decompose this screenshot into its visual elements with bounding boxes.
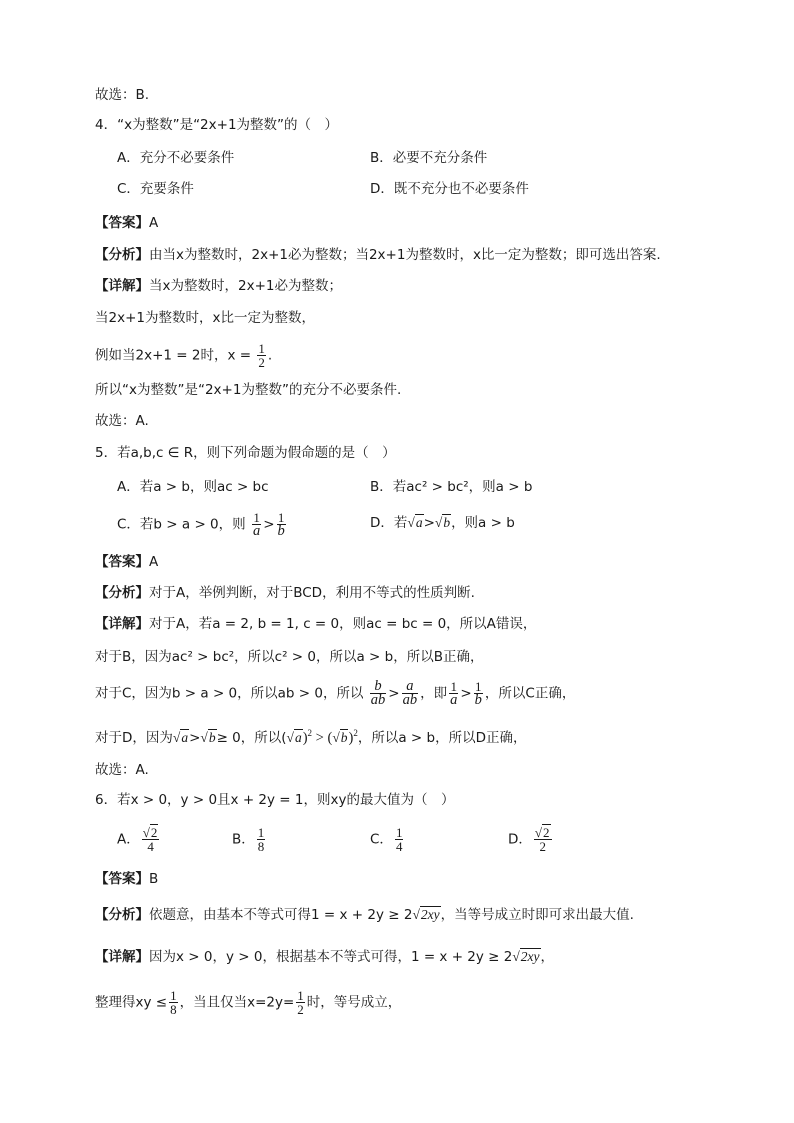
radicand: a xyxy=(181,729,189,745)
prev-conclusion xyxy=(95,85,149,105)
q6-option-b xyxy=(232,826,267,853)
q5-analysis xyxy=(95,583,475,603)
q5-end xyxy=(95,760,149,780)
q5-detail-3-text: 对于C，因为b > a > 0，所以ab > 0，所以 xyxy=(95,685,364,702)
q4-option-a xyxy=(117,148,234,168)
q6-detail-2-text: 整理得xy ≤ xyxy=(95,994,168,1011)
radicand: 2xy xyxy=(420,907,440,922)
fraction xyxy=(296,989,305,1016)
fraction xyxy=(534,826,552,853)
numerator: 1 xyxy=(257,825,265,840)
q6-option-d xyxy=(508,826,554,853)
answer-tag: 【答案】 xyxy=(95,215,149,231)
q5-analysis-text: 对于A，举例判断，对于BCD，利用不等式的性质判断. xyxy=(149,585,475,601)
denominator: ab xyxy=(370,692,386,708)
numerator: a xyxy=(402,680,419,694)
squared-close: )$^2$ xyxy=(348,728,358,746)
q5-detail-3-tail: ，所以C正确， xyxy=(484,685,576,702)
detail-tag: 【详解】 xyxy=(95,616,149,632)
q5-detail-3 xyxy=(95,680,575,707)
denominator: 8 xyxy=(257,839,265,854)
option-label: B． xyxy=(232,831,255,848)
q6-option-a xyxy=(117,826,161,853)
connector: ≥ 0，所以( xyxy=(216,729,287,746)
radicand: b xyxy=(340,729,348,745)
q5-detail-1 xyxy=(95,614,536,634)
denominator: 2 xyxy=(297,1002,304,1017)
q6-stem-text: 6．若x > 0，y > 0且x + 2y = 1，则xy的最大值为（ ） xyxy=(95,792,455,808)
operator: > xyxy=(189,729,201,746)
operator: > xyxy=(423,515,435,531)
numerator: 1 xyxy=(297,988,304,1003)
q4-detail-4-text: 所以“x为整数”是“2x+1为整数”的充分不必要条件. xyxy=(95,382,402,398)
numerator: 1 xyxy=(277,510,285,525)
answer-tag: 【答案】 xyxy=(95,554,149,570)
fraction xyxy=(370,680,387,707)
numerator: 1 xyxy=(450,679,457,694)
q6-analysis-text: 依题意，由基本不等式可得1 = x + 2y ≥ 2 xyxy=(149,907,413,923)
q4-analysis xyxy=(95,245,661,265)
q5-option-b-text: B．若ac² > bc²，则a > b xyxy=(370,479,533,495)
q5-detail-4-tail: ，所以a > b，所以D正确， xyxy=(357,729,527,746)
denominator: 4 xyxy=(147,839,154,854)
q6-detail-1 xyxy=(95,947,554,967)
denominator: a xyxy=(450,692,458,708)
q4-detail-1 xyxy=(95,276,342,296)
connector: ，即 xyxy=(420,685,448,702)
radicand: b xyxy=(208,729,216,745)
fraction xyxy=(169,989,178,1016)
detail-tag: 【详解】 xyxy=(95,949,149,965)
q6-answer-value: B xyxy=(149,871,159,887)
q6-answer xyxy=(95,869,158,889)
answer-tag: 【答案】 xyxy=(95,871,149,887)
q5-stem-text: 5．若a,b,c ∈ R，则下列命题为假命题的是（ ） xyxy=(95,445,396,461)
q6-analysis-tail: ，当等号成立时即可求出最大值. xyxy=(440,907,634,923)
q5-end-text: 故选：A. xyxy=(95,762,149,778)
numerator: 1 xyxy=(170,988,177,1003)
detail-tag: 【详解】 xyxy=(95,278,149,294)
q5-detail-1-text: 对于A，若a = 2, b = 1, c = 0，则ac = bc = 0，所以A错误， xyxy=(149,616,537,632)
sqrt: √a xyxy=(407,515,423,530)
numerator: 1 xyxy=(258,341,265,356)
fraction xyxy=(474,680,483,707)
q4-option-d-text: D．既不充分也不必要条件 xyxy=(370,181,529,197)
q5-option-d xyxy=(370,513,515,533)
q4-detail-2 xyxy=(95,308,315,328)
denominator: a xyxy=(252,523,261,539)
q5-answer-value: A xyxy=(149,554,159,570)
q4-option-c xyxy=(117,179,194,199)
option-label: D． xyxy=(508,831,532,848)
numerator: 1 xyxy=(395,825,403,840)
option-label: A． xyxy=(117,831,140,848)
q6-detail-2 xyxy=(95,989,401,1016)
q4-option-d xyxy=(370,179,529,199)
fraction xyxy=(402,680,419,707)
q4-detail-1-text: 当x为整数时，2x+1必为整数； xyxy=(149,278,342,294)
q4-detail-2-text: 当2x+1为整数时，x比一定为整数， xyxy=(95,310,315,326)
q6-detail-1-tail: ， xyxy=(540,949,555,965)
fraction xyxy=(252,511,261,538)
q5-answer xyxy=(95,552,158,572)
denominator: b xyxy=(277,523,285,539)
option-label: C． xyxy=(370,831,393,848)
analysis-tag: 【分析】 xyxy=(95,585,149,601)
denominator: 4 xyxy=(395,839,403,854)
q4-detail-3 xyxy=(95,342,272,369)
radicand: b xyxy=(443,515,451,530)
q6-analysis xyxy=(95,905,634,925)
q6-detail-1-text: 因为x > 0，y > 0，根据基本不等式可得，1 = x + 2y ≥ 2 xyxy=(149,949,513,965)
q5-option-a xyxy=(117,477,269,497)
q4-detail-4 xyxy=(95,380,401,400)
squared-close: )$^2$ > ( xyxy=(302,728,333,746)
period: . xyxy=(267,347,273,364)
connector: ，当且仅当x=2y= xyxy=(179,994,295,1011)
q5-option-d-tail: ，则a > b xyxy=(451,515,515,531)
q4-option-b xyxy=(370,148,487,168)
q4-option-b-text: B．必要不充分条件 xyxy=(370,150,488,166)
operator: > xyxy=(388,685,400,702)
q4-answer xyxy=(95,213,158,233)
q5-detail-2-text: 对于B，因为ac² > bc²，所以c² > 0，所以a > b，所以B正确， xyxy=(95,649,484,665)
denominator: b xyxy=(474,692,482,708)
fraction xyxy=(449,680,458,707)
operator: > xyxy=(460,685,472,702)
q4-stem xyxy=(95,115,338,135)
sqrt: √2xy xyxy=(512,949,540,964)
denominator: 8 xyxy=(170,1002,177,1017)
q5-option-c xyxy=(117,511,288,538)
fraction xyxy=(277,511,286,538)
q5-detail-2 xyxy=(95,647,483,667)
sqrt: √a xyxy=(286,729,302,745)
sqrt: √2xy xyxy=(412,907,440,922)
q5-stem xyxy=(95,443,396,463)
radicand: 2xy xyxy=(520,949,540,964)
radicand: a xyxy=(415,515,423,530)
q4-end-text: 故选：A. xyxy=(95,413,149,429)
q5-option-d-text: D．若 xyxy=(370,515,408,531)
numerator: 1 xyxy=(475,679,482,694)
sqrt: √2 xyxy=(142,825,158,840)
q5-detail-4-text: 对于D，因为 xyxy=(95,729,173,746)
sqrt: √b xyxy=(332,729,348,745)
q6-option-c xyxy=(370,826,405,853)
denominator: 2 xyxy=(258,355,265,370)
analysis-tag: 【分析】 xyxy=(95,247,149,263)
fraction xyxy=(142,826,160,853)
q5-option-b xyxy=(370,477,532,497)
fraction xyxy=(395,826,404,853)
analysis-tag: 【分析】 xyxy=(95,907,149,923)
denominator: ab xyxy=(402,692,418,708)
fraction xyxy=(257,826,266,853)
q4-option-c-text: C．充要条件 xyxy=(117,181,194,197)
numerator: b xyxy=(370,680,387,694)
radicand: a xyxy=(294,729,302,745)
sqrt: √b xyxy=(200,729,216,745)
fraction xyxy=(257,342,266,369)
operator: > xyxy=(263,516,275,533)
q4-end xyxy=(95,411,149,431)
radicand: 2 xyxy=(150,825,158,840)
sqrt: √b xyxy=(434,515,451,530)
q4-detail-3-text: 例如当2x+1 = 2时，x = xyxy=(95,347,252,364)
q5-option-a-text: A．若a > b，则ac > bc xyxy=(117,479,269,495)
q6-stem xyxy=(95,790,454,810)
q4-analysis-text: 由当x为整数时，2x+1必为整数；当2x+1为整数时，x比一定为整数；即可选出答案. xyxy=(149,247,661,263)
sqrt: √a xyxy=(172,729,189,745)
denominator: 2 xyxy=(539,839,546,854)
numerator: 1 xyxy=(253,510,260,525)
q6-detail-2-tail: 时，等号成立， xyxy=(306,994,402,1011)
q5-detail-4 xyxy=(95,723,526,748)
sqrt: √2 xyxy=(534,825,550,840)
q4-answer-value: A xyxy=(149,215,159,231)
conclusion-text: 故选：B. xyxy=(95,87,150,103)
radicand: 2 xyxy=(543,825,550,840)
q4-stem-text: 4．“x为整数”是“2x+1为整数”的（ ） xyxy=(95,117,339,133)
q5-option-c-text: C．若b > a > 0，则 xyxy=(117,516,246,533)
q4-option-a-text: A．充分不必要条件 xyxy=(117,150,235,166)
